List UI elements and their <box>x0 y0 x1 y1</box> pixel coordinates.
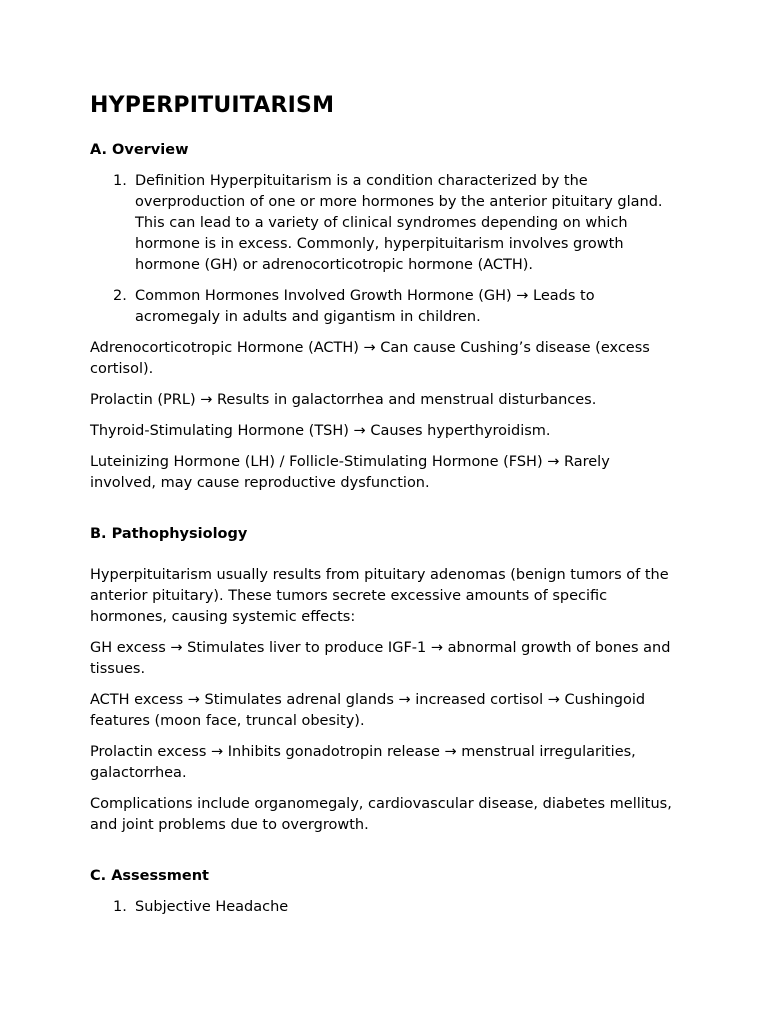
paragraph: GH excess → Stimulates liver to produce IGF-1 → abnormal growth of bones and tissues. <box>90 640 671 677</box>
paragraph: Thyroid-Stimulating Hormone (TSH) → Causes hyperthyroidism. <box>90 423 551 439</box>
paragraph: Luteinizing Hormone (LH) / Follicle-Stimulating Hormone (FSH) → Rarely involved, may cause reproductive dysfunction. <box>90 454 610 491</box>
paragraph: Hyperpituitarism usually results from pituitary adenomas (benign tumors of the anterior pituitary). These tumors secrete excessive amounts of specific hormones, causing systemic effects: <box>90 567 669 625</box>
section-heading-overview: A. Overview <box>90 142 189 158</box>
list-item-text: Definition Hyperpituitarism is a condition characterized by the overproduction of one or more hormones by the anterior pituitary gland. This can lead to a variety of clinical syndromes depending on which hormone is in excess. Commonly, hyperpituitarism involves growth hormone (GH) or adrenocorticotropic hormone (ACTH). <box>135 173 663 273</box>
overview-numbered-list <box>90 171 678 328</box>
assessment-numbered-list <box>90 897 678 918</box>
list-item <box>90 897 678 918</box>
section-heading-assessment: C. Assessment <box>90 868 209 884</box>
list-item-text: Common Hormones Involved Growth Hormone (GH) → Leads to acromegaly in adults and gigantism in children. <box>135 288 595 325</box>
list-item-text: Subjective Headache <box>135 899 289 915</box>
paragraph: Prolactin excess → Inhibits gonadotropin release → menstrual irregularities, galactorrhea. <box>90 744 636 781</box>
paragraph: ACTH excess → Stimulates adrenal glands → increased cortisol → Cushingoid features (moon face, truncal obesity). <box>90 692 646 729</box>
list-item <box>90 286 678 328</box>
section-heading-pathophysiology: B. Pathophysiology <box>90 526 248 542</box>
list-item-number: 1. <box>113 173 127 189</box>
list-item <box>90 171 678 276</box>
list-item-number: 1. <box>113 899 127 915</box>
paragraph: Adrenocorticotropic Hormone (ACTH) → Can cause Cushing’s disease (excess cortisol). <box>90 340 650 377</box>
list-item-number: 2. <box>113 288 127 304</box>
paragraph: Complications include organomegaly, cardiovascular disease, diabetes mellitus, and joint problems due to overgrowth. <box>90 796 672 833</box>
paragraph: Prolactin (PRL) → Results in galactorrhea and menstrual disturbances. <box>90 392 597 408</box>
document-title: HYPERPITUITARISM <box>90 93 335 118</box>
